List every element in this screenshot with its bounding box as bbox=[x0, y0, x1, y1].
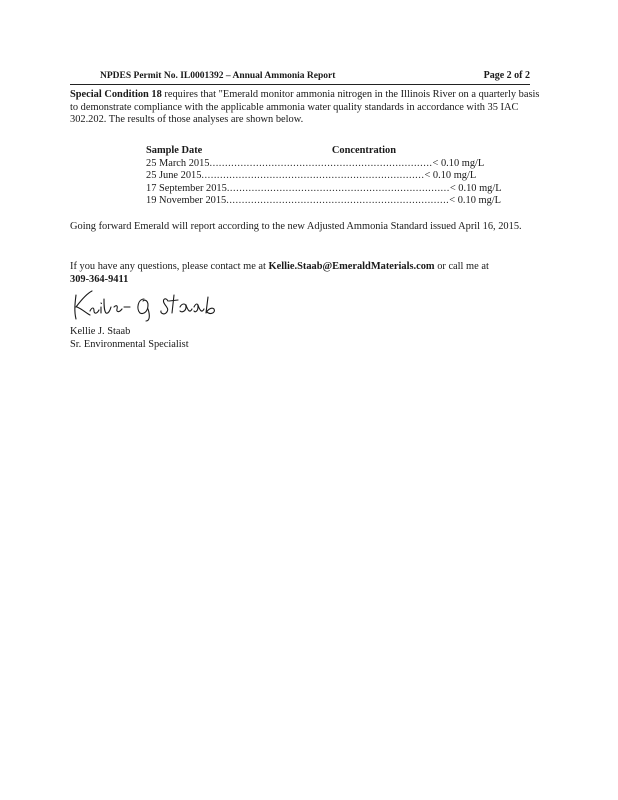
sample-date: 19 November 2015 bbox=[146, 195, 227, 206]
contact-text: If you have any questions, please contact me at bbox=[70, 261, 269, 272]
contact-phone: 309-364-9411 bbox=[70, 273, 129, 285]
dot-leader: ........................................................................ bbox=[201, 170, 425, 181]
handwritten-signature bbox=[70, 285, 250, 323]
special-condition-label: Special Condition 18 bbox=[70, 89, 162, 100]
page-header bbox=[70, 70, 530, 85]
concentration-value: < 0.10 mg/L bbox=[449, 182, 502, 194]
results-header-row bbox=[146, 145, 396, 158]
signatory-block bbox=[70, 326, 189, 351]
paragraph-going-forward: Going forward Emerald will report according to the new Adjusted Ammonia Standard issued April 16, 2015. bbox=[70, 221, 522, 232]
signatory-name: Kellie J. Staab bbox=[70, 326, 131, 337]
results-table bbox=[146, 145, 502, 208]
contact-email: Kellie.Staab@EmeraldMaterials.com bbox=[268, 261, 435, 272]
dot-leader: ........................................................................ bbox=[226, 182, 450, 194]
sample-date-header: Sample Date bbox=[146, 145, 203, 156]
dot-leader: ........................................................................ bbox=[226, 195, 450, 206]
paragraph-special-condition bbox=[70, 89, 545, 127]
special-condition-text: requires that "Emerald monitor ammonia nitrogen in the Illinois River on a quarterly basis to demonstrate compliance with the applicable ammonia water quality standards in accordance with 35 IAC 302.202. The results of those analyses are shown below. bbox=[70, 89, 540, 125]
results-row bbox=[146, 182, 502, 196]
contact-text-2: or call me at bbox=[434, 261, 489, 272]
signatory-title: Sr. Environmental Specialist bbox=[70, 338, 189, 350]
results-row bbox=[146, 195, 502, 208]
results-row bbox=[146, 170, 477, 183]
dot-leader: ........................................................................ bbox=[209, 157, 433, 169]
results-row bbox=[146, 157, 485, 171]
sample-date: 25 June 2015 bbox=[146, 170, 202, 181]
paragraph-contact bbox=[70, 261, 545, 286]
page-number: Page 2 of 2 bbox=[483, 70, 530, 81]
sample-date: 17 September 2015 bbox=[146, 182, 227, 194]
concentration-header: Concentration bbox=[331, 145, 396, 156]
header-title: NPDES Permit No. IL0001392 – Annual Ammonia Report bbox=[100, 71, 336, 81]
signature-image bbox=[70, 285, 250, 323]
sample-date: 25 March 2015 bbox=[146, 157, 210, 169]
concentration-value: < 0.10 mg/L bbox=[424, 170, 477, 181]
concentration-value: < 0.10 mg/L bbox=[432, 157, 485, 169]
concentration-value: < 0.10 mg/L bbox=[449, 195, 502, 206]
